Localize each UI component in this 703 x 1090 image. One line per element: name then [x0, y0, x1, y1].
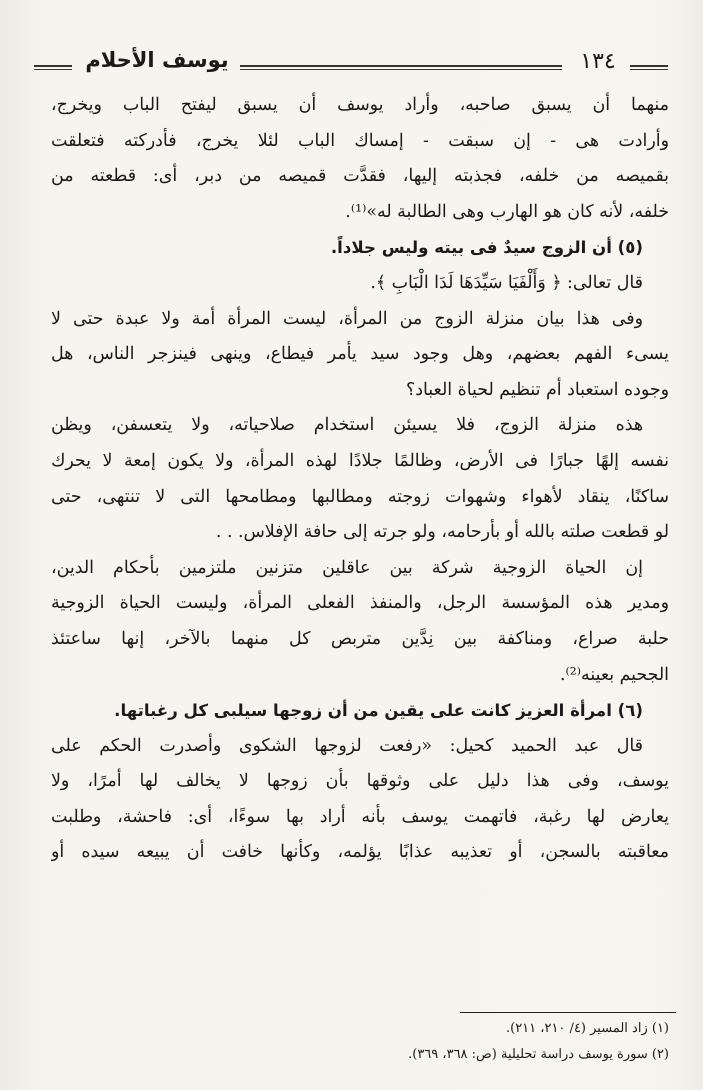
body-text: [51, 88, 669, 871]
text-line: يوسف، وفى هذا دليل على وثوقها بأن زوجها لا يخالف لها أمرًا، ولا: [51, 771, 669, 792]
text-line: ومدير هذه المؤسسة الرجل، والمنفذ الفعلى المرأة، وليست الحياة الزوجية: [51, 593, 669, 614]
page-number: ١٣٤: [580, 49, 616, 74]
book-title: يوسف الأحلام: [85, 48, 229, 72]
text-line: وجوده استعباد أم تنظيم لحياة العباد؟: [406, 379, 669, 400]
text-line: هذه منزلة الزوج، فلا يسيئن استخدام صلاحياته، ولا يتعسفن، ويظن: [51, 415, 643, 436]
text-line: بقميصه من خلفه، فجذبته إليها، فقدَّت قميصه من دبر، أى: قطعته من: [51, 166, 669, 187]
text-line: منهما أن يسبق صاحبه، وأراد يوسف أن يسبق ليفتح الباب ويخرج،: [51, 95, 669, 115]
quran-quote-line: قال تعالى: ﴿ وَأَلْفَيَا سَيِّدَهَا لَدَا الْبَابِ ﴾.: [370, 272, 643, 293]
footnote-1: (١) زاد المسير (٤/ ٢١٠، ٢١١).: [505, 1021, 669, 1036]
text-line: معاقبته بالسجن، أو تعذيبه عذابًا يؤلمه، وكأنها خافت أن يبيعه سيده أو: [51, 842, 669, 863]
section-heading-6: (٦) امرأة العزيز كانت على يقين من أن زوجها سيلبى كل رغباتها.: [114, 701, 643, 721]
header-rule-middle: [240, 65, 562, 70]
section-heading-5: (٥) أن الزوج سيدٌ فى بيته وليس جلاداً.: [330, 238, 643, 258]
text-line: خلفه، لأنه كان هو الهارب وهى الطالبة له»⁽¹⁾.: [345, 201, 669, 222]
header-rule-right: [630, 65, 668, 70]
text-line: ساكنًا، ينقاد لأهواء وشهوات زوجته ومطالبها ومطامحها التى لا تنتهى، حتى: [51, 486, 669, 507]
text-line: الجحيم بعينه⁽²⁾.: [559, 664, 669, 685]
text-line: قال عبد الحميد كحيل: «رفعت لزوجها الشكوى وأصدرت الحكم على: [51, 735, 643, 756]
text-line: لو قطعت صلته بالله أو بأرحامه، ولو جرته إلى حافة الإفلاس. . .: [215, 522, 669, 543]
text-line: نفسه إلهًا جبارًا فى الأرض، وظالمًا جلادًا لهذه المرأة، ولا يكون إمعة لا يحرك: [51, 450, 669, 471]
footnote-divider: [460, 1012, 676, 1013]
text-line: يسىء الفهم بعضهم، وهل وجود سيد يأمر فيطاع، وينهى فينزجر الناس، هل: [51, 344, 669, 365]
text-line: إن الحياة الزوجية شركة بين عاقلين متزنين ملتزمين بأحكام الدين،: [51, 557, 643, 578]
text-line: وأرادت هى - إن سبقت - إمساك الباب لئلا يخرج، فأدركته فتعلقت: [51, 130, 669, 151]
text-line: حلبة صراع، ومناكفة بين نِدَّين متربص كل منهما بالآخر، إنها ساعتئذ: [51, 628, 669, 649]
footnotes: [51, 1016, 669, 1068]
footnote-2: (٢) سورة يوسف دراسة تحليلية (ص: ٣٦٨، ٣٦٩).: [408, 1047, 669, 1062]
text-line: وفى هذا بيان منزلة الزوج من المرأة، ليست المرأة أمة ولا عبدة حتى لا: [51, 308, 643, 329]
text-line: يعارض لها رغبة، فاتهمت يوسف بأنه أراد بها سوءًا، أى: فاحشة، وطلبت: [51, 806, 669, 827]
header-rule-left: [34, 65, 72, 70]
running-header: [24, 48, 676, 84]
